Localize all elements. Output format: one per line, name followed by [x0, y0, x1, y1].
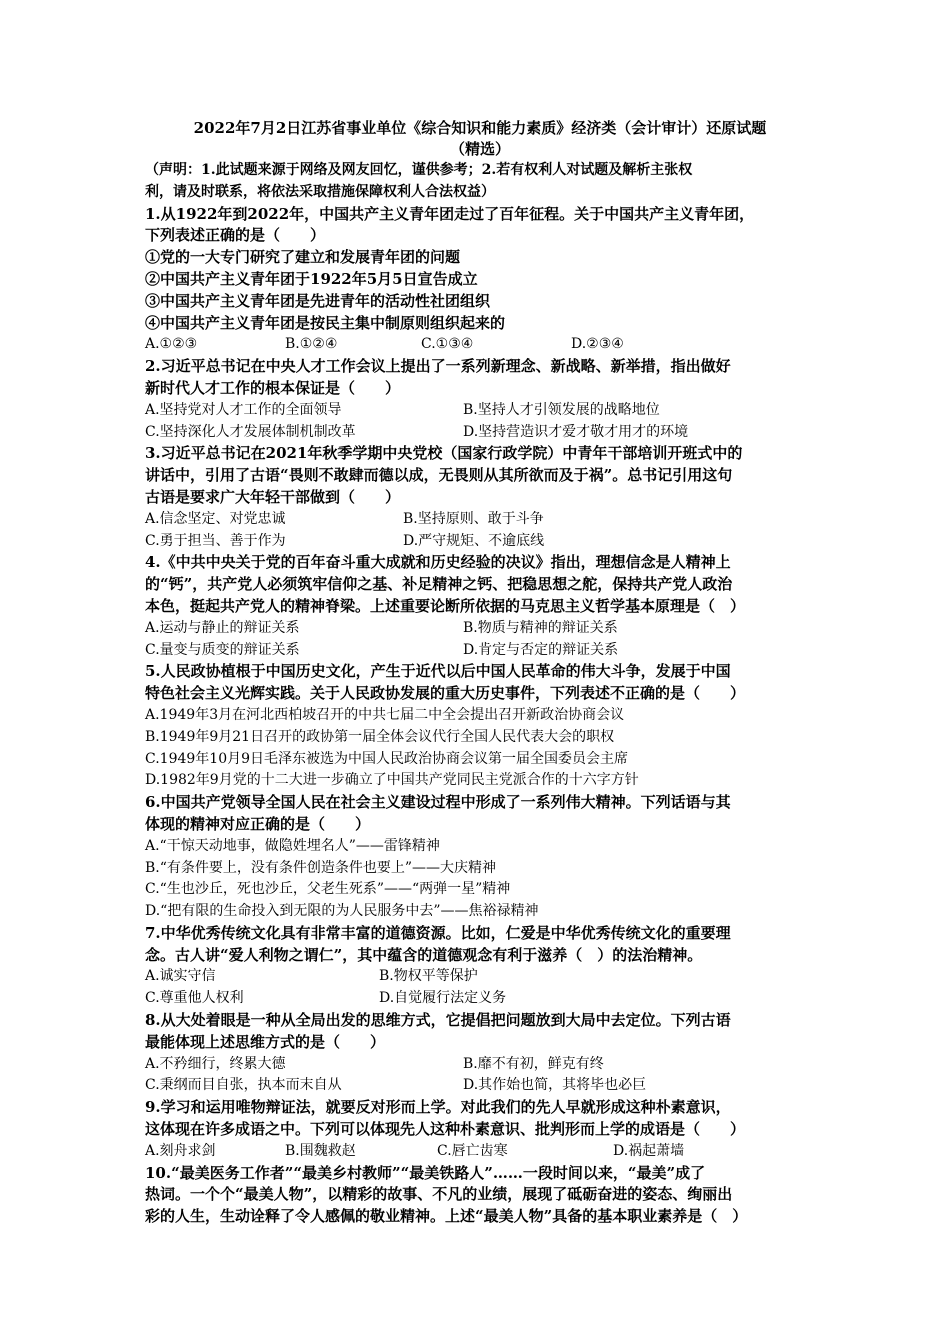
doc-subtitle: （精选）: [449, 140, 510, 158]
option-row: [145, 640, 815, 662]
option: B.1949年9月21日召开的政协第一届全体会议代行全国人民代表大会的职权: [145, 728, 615, 745]
question-stem: 彩的人生，生动诠释了令人感佩的敬业精神。上述“最美人物”具备的基本职业素养是（ ）: [145, 1207, 748, 1226]
option: B.物质与精神的辩证关系: [463, 619, 618, 636]
option: C.“生也沙丘，死也沙丘，父老生死系”——“两弹一星”精神: [145, 881, 511, 898]
option: A.①②③: [145, 336, 198, 353]
statement-item: ①党的一大专门研究了建立和发展青年团的问题: [145, 248, 461, 267]
option: A.信念坚定、对党忠诚: [145, 510, 286, 527]
question-stem: 3.习近平总书记在2021年秋季学期中央党校（国家行政学院）中青年干部培训开班式中的: [145, 444, 743, 463]
option: D.②③④: [571, 336, 624, 353]
option: C.1949年10月9日毛泽东被选为中国人民政治协商会议第一届全国委员会主席: [145, 750, 629, 767]
option: C.量变与质变的辩证关系: [145, 641, 300, 658]
question-stem: 2.习近平总书记在中央人才工作会议上提出了一系列新理念、新战略、新举措，指出做好: [145, 357, 731, 376]
question-stem: 的“钙”，共产党人必须筑牢信仰之基、补足精神之钙、把稳思想之舵，保持共产党人政治: [145, 575, 733, 594]
declaration-line: 利，请及时联系，将依法采取措施保障权利人合法权益）: [145, 183, 495, 200]
statement-item: ④中国共产主义青年团是按民主集中制原则组织起来的: [145, 313, 506, 332]
option-row: [145, 966, 815, 988]
option-row: [145, 1054, 815, 1076]
option: B.坚持人才引领发展的战略地位: [463, 401, 660, 418]
option: A.诚实守信: [145, 968, 216, 985]
option-row: [145, 988, 815, 1010]
question-stem: 5.人民政协植根于中国历史文化，产生于近代以后中国人民革命的伟大斗争，发展于中国: [145, 662, 731, 681]
option: B.物权平等保护: [379, 968, 478, 985]
option: A.坚持党对人才工作的全面领导: [145, 401, 342, 418]
question-stem: 10.“最美医务工作者”“最美乡村教师”“最美铁路人”……一段时间以来，“最美”成了: [145, 1163, 706, 1182]
question-stem: 讲话中，引用了古语“畏则不敢肆而德以成，无畏则从其所欲而及于祸”。总书记引用这句: [145, 466, 733, 485]
option: D.其作始也简，其将毕也必巨: [463, 1077, 647, 1094]
question-stem: 6.中国共产党领导全国人民在社会主义建设过程中形成了一系列伟大精神。下列话语与其: [145, 793, 731, 812]
option: D.严守规矩、不逾底线: [403, 532, 545, 549]
option: C.秉纲而目自张，执本而末自从: [145, 1077, 342, 1094]
option-row: [145, 400, 815, 422]
option-row: [145, 509, 815, 531]
option: C.坚持深化人才发展体制机制改革: [145, 423, 356, 440]
question-stem: 体现的精神对应正确的是（ ）: [145, 814, 371, 833]
option-row: [145, 618, 815, 640]
question-stem: 特色社会主义光辉实践。关于人民政协发展的重大历史事件，下列表述不正确的是（ ）: [145, 684, 746, 703]
question-stem: 7.中华优秀传统文化具有非常丰富的道德资源。比如，仁爱是中华优秀传统文化的重要理: [145, 923, 731, 942]
question-stem: 4.《中共中央关于党的百年奋斗重大成就和历史经验的决议》指出，理想信念是人精神上: [145, 553, 731, 572]
option-row: [145, 531, 815, 553]
statement-item: ②中国共产主义青年团于1922年5月5日宣告成立: [145, 269, 478, 288]
option-row: [145, 422, 815, 444]
question-stem: 热词。一个个“最美人物”，以精彩的故事、不凡的业绩，展现了砥砺奋进的姿态、绚丽出: [145, 1185, 733, 1204]
statement-item: ③中国共产主义青年团是先进青年的活动性社团组织: [145, 291, 491, 310]
option: C.勇于担当、善于作为: [145, 532, 286, 549]
option: A.1949年3月在河北西柏坡召开的中共七届二中全会提出召开新政治协商会议: [145, 706, 625, 723]
option: C.尊重他人权利: [145, 990, 244, 1007]
option: C.①③④: [421, 336, 474, 353]
declaration-line: （声明：1.此试题来源于网络及网友回忆，谨供参考；2.若有权利人对试题及解析主张权: [145, 162, 693, 178]
question-stem: 新时代人才工作的根本保证是（ ）: [145, 378, 401, 397]
question-stem: 1.从1922年到2022年，中国共产主义青年团走过了百年征程。关于中国共产主义青年团，: [145, 204, 755, 223]
option: A.“干惊天动地事，做隐姓埋名人”——雷锋精神: [145, 837, 440, 854]
question-stem: 8.从大处着眼是一种从全局出发的思维方式，它提倡把问题放到大局中去定位。下列古语: [145, 1011, 731, 1030]
question-stem: 念。古人讲“爱人利物之谓仁”，其中蕴含的道德观念有利于滋养（ ）的法治精神。: [145, 945, 703, 964]
document-page: [145, 118, 815, 1228]
option: D.自觉履行法定义务: [379, 990, 507, 1007]
option: D.肯定与否定的辩证关系: [463, 641, 619, 658]
option: A.不矜细行，终累大德: [145, 1055, 286, 1072]
question-stem: 下列表述正确的是（ ）: [145, 226, 326, 245]
option: D.“把有限的生命投入到无限的为人民服务中去”——焦裕禄精神: [145, 903, 539, 920]
doc-title: 2022年7月2日江苏省事业单位《综合知识和能力素质》经济类（会计审计）还原试题: [193, 119, 767, 137]
option-row: [145, 334, 815, 356]
question-stem: 最能体现上述思维方式的是（ ）: [145, 1032, 386, 1051]
option: B.靡不有初，鲜克有终: [463, 1055, 604, 1072]
option: B.围魏救赵: [285, 1142, 356, 1159]
question-stem: 本色，挺起共产党人的精神脊梁。上述重要论断所依据的马克思主义哲学基本原理是（ ）: [145, 596, 746, 615]
option: D.1982年9月党的十二大进一步确立了中国共产党同民主党派合作的十六字方针: [145, 772, 639, 789]
question-stem: 9.学习和运用唯物辩证法，就要反对形而上学。对此我们的先人早就形成这种朴素意识，: [145, 1098, 731, 1117]
option: B.坚持原则、敢于斗争: [403, 510, 544, 527]
option: D.祸起萧墙: [613, 1142, 685, 1159]
option-row: [145, 1075, 815, 1097]
option-row: [145, 1141, 815, 1163]
question-stem: 古语是要求广大年轻干部做到（ ）: [145, 487, 401, 506]
option: A.运动与静止的辩证关系: [145, 619, 300, 636]
option: A.刻舟求剑: [145, 1142, 216, 1159]
question-stem: 这体现在许多成语之中。下列可以体现先人这种朴素意识、批判形而上学的成语是（ ）: [145, 1120, 746, 1139]
option: B.“有条件要上，没有条件创造条件也要上”——大庆精神: [145, 859, 497, 876]
option: C.唇亡齿寒: [437, 1142, 508, 1159]
option: D.坚持营造识才爱才敬才用才的环境: [463, 423, 689, 440]
option: B.①②④: [285, 336, 338, 353]
